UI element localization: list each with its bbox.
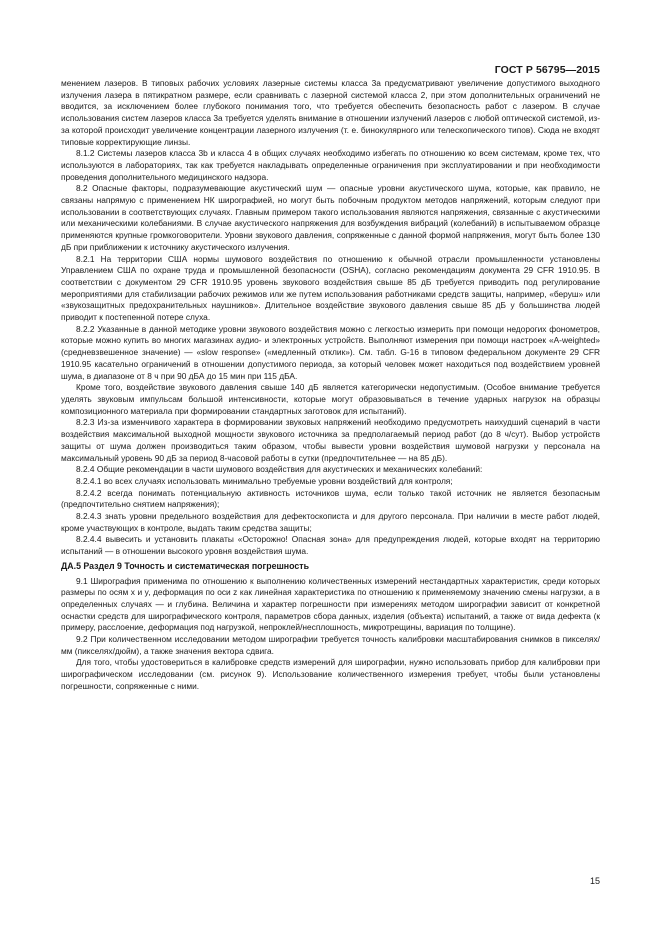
paragraph-8-2-4-1: 8.2.4.1 во всех случаях использовать минимально требуемые уровни воздействий для контроля;: [76, 475, 453, 486]
paragraph-8-2-4: 8.2.4 Общие рекомендации в части шумового воздействия для акустических и механических колебаний:: [76, 464, 483, 475]
section-heading-da5: ДА.5 Раздел 9 Точность и систематическая погрешность: [61, 560, 309, 571]
paragraph-8-2-4-3: 8.2.4.3 знать уровни предельного воздействия для дефектоскописта и для другого персонала. При наличии в месте работ людей, кроме участвующих в контроле, выдать таким средства защиты;: [61, 511, 600, 533]
paragraph-9-2: 9.2 При количественном исследовании методом ширографии требуется точность калибровки масштабирования снимков в пикселях/мм (пикселях/дюйм), а также значения вектора сдвига.: [61, 634, 600, 656]
paragraph-8-2-4-4: 8.2.4.4 вывесить и установить плакаты «Осторожно! Опасная зона» для предупреждения людей, которые входят на территорию испытаний — в отношении высокого уровня воздействия шума.: [61, 534, 600, 557]
paragraph-8-2-2: 8.2.2 Указанные в данной методике уровни звукового воздействия можно с легкостью измерить при помощи недорогих фонометров, которые можно купить во многих магазинах аудио- и электронных устройств. Выполняют измерения при помощи настроек «A-weighted» (средневзвешенное значение) — «slow response» («медленный отклик»). См. табл. G-16 в типовом федеральном документе 29 CFR 1910.95 касательно ограничений в отношении допустимого периода, за который человек может находиться под воздействием уровней шума, в диапазоне от 8 ч при 90 дБА до 15 мин при 115 дБА.: [61, 323, 600, 381]
standard-header: ГОСТ Р 56795—2015: [494, 64, 600, 76]
paragraph-8-2-1: 8.2.1 На территории США нормы шумового воздействия по отношению к обычной отрасли промышленности установлены Управлением США по охране труда и промышленной безопасности (OSHA), согласно рекомендациям документа 29 CFR 1910.95. В соответствии с документом 29 CFR 1910.95 уровень звукового воздействия свыше 85 дБ требуется приводить под регулирование мероприятиями для стабилизации рабочих режимов или же путем использования работниками средств защиты, например, «беруш» или «звукозащитных предохранительных наушников». Длительное воздействие звукового давления свыше 85 дБ у большинства людей приводит к постепенной потере слуха.: [61, 253, 600, 323]
paragraph-calibration: Для того, чтобы удостовериться в калибровке средств измерений для ширографии, нужно использовать прибор для калибровки при ширографическом исследовании (см. рисунок 9). Использование количественного измерения требует, чтобы были установлены погрешности, сопряженные с ними.: [61, 657, 600, 691]
paragraph-laser-class-3a: менением лазеров. В типовых рабочих условиях лазерные системы класса 3а предусматривают увеличение допустимого выходного излучения лазера в пятикратном размере, если сравнивать с лазерной системой класса 2, при этом дополнительных ограничений не вводится, за исключением более глубокого понимания того, что требуется обеспечить безопасность работ с лазером. В случае использования систем лазеров класса 3а требуется уделять внимание в отношении излучений лазеров с любой оптической системой, из-за которой происходит увеличение концентрации лазерного излучения (т. е. бинокулярного или телескопического типов). Сюда не входят типовые корректирующие линзы.: [61, 78, 600, 147]
page-number: 15: [589, 876, 600, 886]
paragraph-8-2: 8.2 Опасные факторы, подразумевающие акустический шум — опасные уровни акустического шума, которые, как правило, не связаны напрямую с применением НК ширографией, но могут быть побочным продуктом методов напряжений, которым следуют при использовании в соответствующих случаях. Главным примером такого использования являются напряжения, связанные с акустическими или механическими колебаниями. В случае акустического напряжения для возбуждения вибраций (колебаний) в испытываемом образце применяются крупные громкоговорители. Уровни звукового давления, сопряженные с данной формой напряжения, могут быть более 130 дБ при приближении к источнику акустического излучения.: [61, 183, 600, 252]
paragraph-8-1-2: 8.1.2 Системы лазеров класса 3b и класса 4 в общих случаях необходимо избегать по отношению ко всем системам, кроме тех, что используются в лабораториях, так как требуется накладывать определенные ограничения при эксплуатировании и при необходимости проведения дополнительного медицинского надзора.: [61, 148, 600, 182]
paragraph-9-1: 9.1 Ширография применима по отношению к выполнению количественных измерений нестандартных характеристик, среди которых размеры по осям x и y, деформация по оси z как линейная характеристика по отношению к применяемому значению смены нагрузки, а в определенных случаях — и глубина. Величина и характер погрешности при измерениях методом ширографии зависит от конкретной оснастки средств для ширографического контроля, параметров сбора данных, изделия (объекта) испытаний, а также от вида дефекта (к примеру, расслоение, деформация под нагрузкой, непроклей/несплошность, микротрещины, вариация по толщине).: [61, 575, 600, 633]
paragraph-8-2-3: 8.2.3 Из-за изменчивого характера в формировании звуковых напряжений необходимо предусмотреть наихудший сценарий в части воздействия максимальной выходной мощности звукового источника за предполагаемый период работ (до 8 ч/сут). Выбор устройств защиты от шума должен производиться таким образом, чтобы вывести уровни воздействия шумовой нагрузки у персонала на максимальный уровень 90 дБ за период 8-часовой работы в сутки (предпочтительнее — на 85 дБ).: [61, 417, 600, 463]
paragraph-140db: Кроме того, воздействие звукового давления свыше 140 дБ является категорически недопустимым. (Особое внимание требуется уделять звуковым импульсам большой интенсивности, которые могут образовываться в течение ударных нагрузок на образцы композиционного материала при формировании стандартных заготовок для испытаний).: [61, 382, 600, 416]
paragraph-8-2-4-2: 8.2.4.2 всегда понимать потенциальную активность источников шума, если только такой источник не является безопасным (предпочтительно снятием напряжения);: [61, 487, 600, 510]
document-body: [61, 78, 600, 693]
